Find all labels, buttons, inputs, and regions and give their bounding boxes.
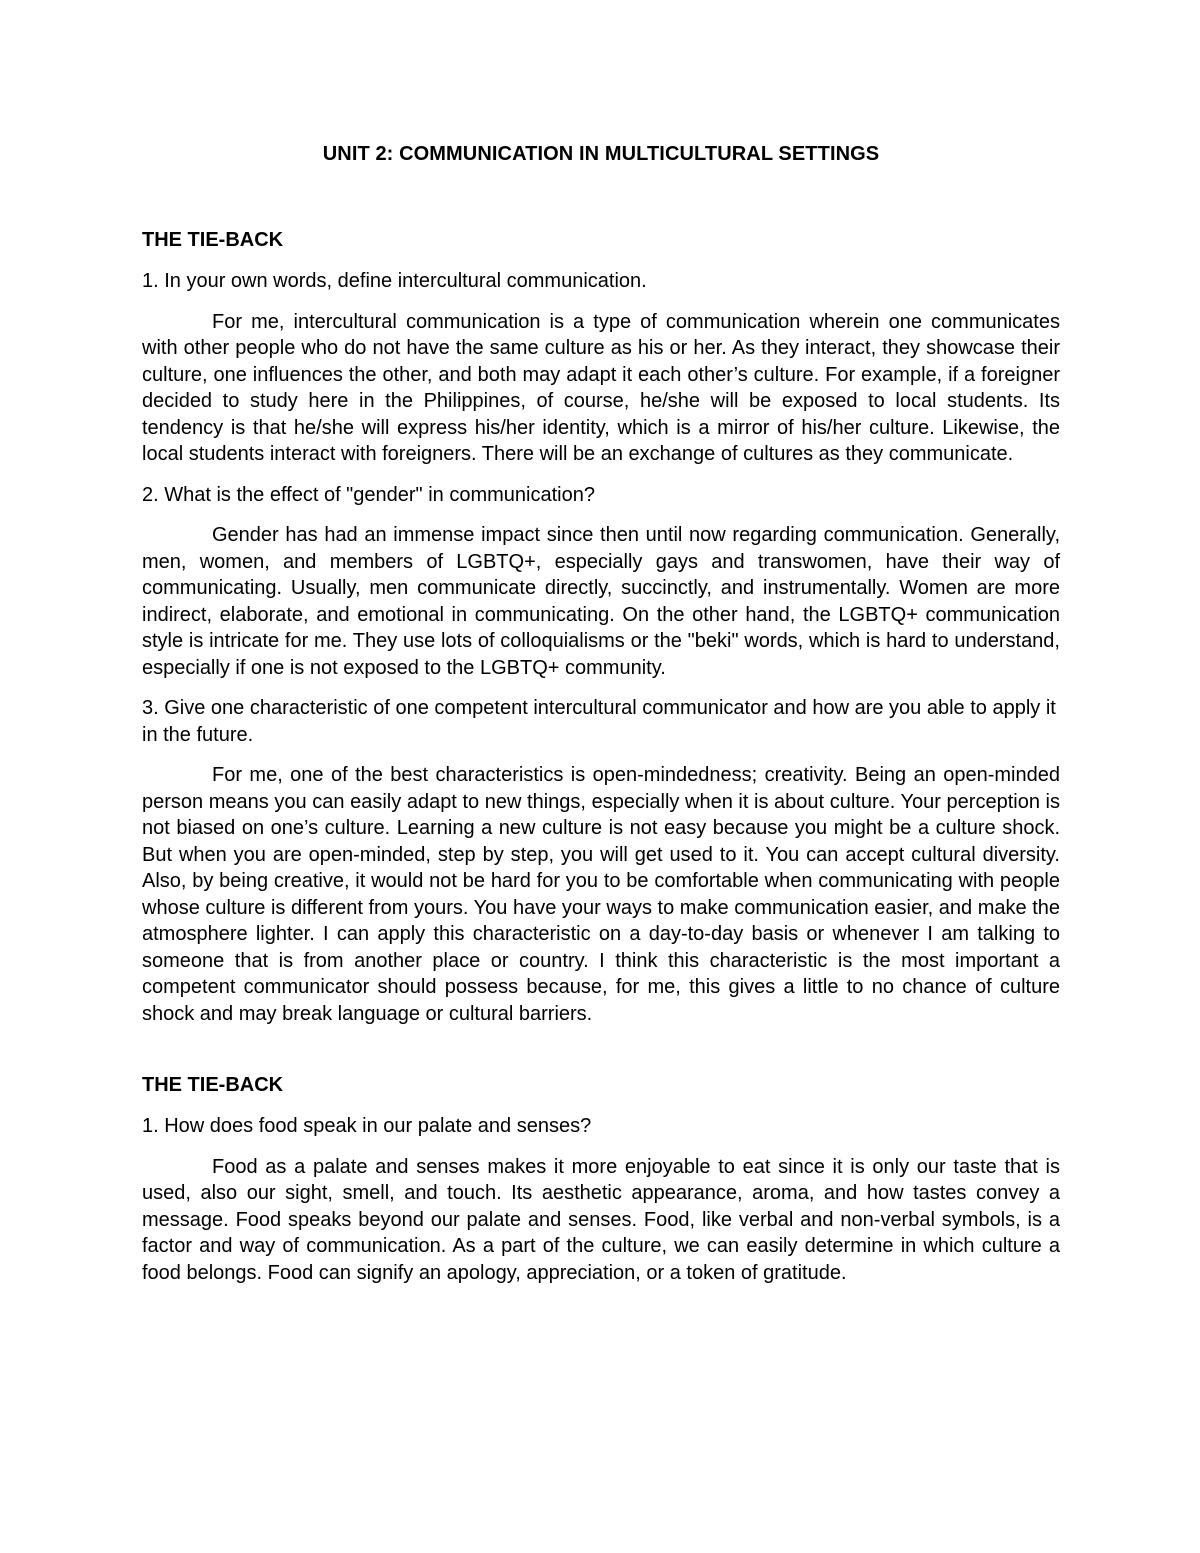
document-title: UNIT 2: COMMUNICATION IN MULTICULTURAL SETTINGS — [322, 143, 880, 165]
answer-text: Food as a palate and senses makes it more enjoyable to eat since it is only our taste that is used, also our sight, smell, and touch. Its aesthetic appearance, aroma, and how tastes convey a message. Food speaks beyond our palate and senses. Food, like verbal and non-verbal symbols, is a factor and way of communication. As a part of the culture, we can easily determine in which culture a food belongs. Food can signify an apology, appreciation, or a token of gratitude. — [142, 1155, 1060, 1284]
answer-text: For me, one of the best characteristics is open-mindedness; creativity. Being an open-minded person means you can easily adapt to new things, especially when it is about culture. Your perception is not biased on one’s culture. Learning a new culture is not easy because you might be a culture shock. But when you are open-minded, step by step, you will get used to it. You can accept cultural diversity. Also, by being creative, it would not be hard for you to be comfortable when communicating with people whose culture is different from yours. You have your ways to make communication easier, and make the atmosphere lighter. I can apply this characteristic on a day-to-day basis or whenever I am talking to someone that is from another place or country. I think this characteristic is the most important a competent communicator should possess because, for me, this gives a little to no chance of culture shock and may break language or cultural barriers. — [142, 764, 1060, 1025]
section-heading: THE TIE-BACK — [142, 1074, 284, 1096]
answer-text: Gender has had an immense impact since then until now regarding communication. Generally, men, women, and members of LGBTQ+, especially gays and transwomen, have their way of communicating. Usually, men communicate directly, succinctly, and instrumentally. Women are more indirect, elaborate, and emotional in communicating. On the other hand, the LGBTQ+ communication style is intricate for me. They use lots of colloquialisms or the "beki" words, which is hard to understand, especially if one is not exposed to the LGBTQ+ community. — [142, 524, 1060, 679]
question-text: 2. What is the effect of "gender" in communication? — [142, 483, 595, 506]
question-text: 3. Give one characteristic of one competent intercultural communicator and how are you able to apply it in the future. — [142, 697, 1056, 746]
document-page — [142, 140, 1060, 1300]
question-text: 1. In your own words, define intercultural communication. — [142, 270, 647, 292]
section-spacer — [142, 1041, 1060, 1071]
answer-text: For me, intercultural communication is a type of communication wherein one communicates with other people who do not have the same culture as his or her. As they interact, they showcase their culture, one influences the other, and both may adapt it each other’s culture. For example, if a foreigner decided to study here in the Philippines, of course, he/she will be exposed to local students. Its tendency is that he/she will express his/her identity, which is a mirror of his/her culture. Likewise, the local students interact with foreigners. There will be an exchange of cultures as they communicate. — [142, 310, 1060, 465]
question-text: 1. How does food speak in our palate and senses? — [142, 1115, 592, 1137]
section-heading: THE TIE-BACK — [142, 229, 284, 251]
